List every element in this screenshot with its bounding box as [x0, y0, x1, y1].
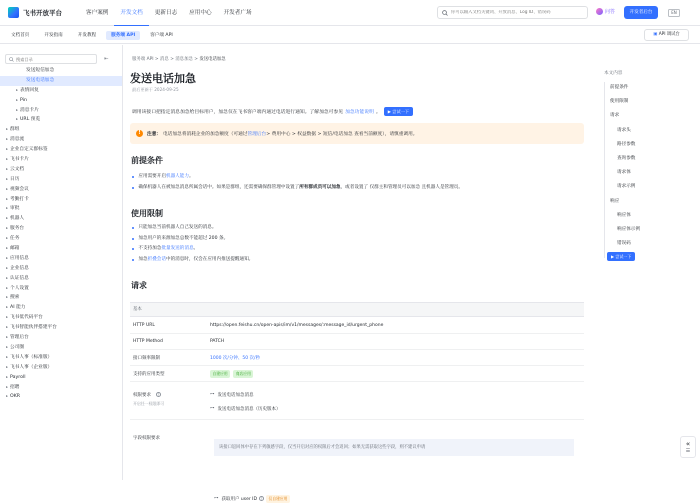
breadcrumb: 服务端 API > 消息 > 消息加急 > 发送电话加急 [132, 57, 226, 62]
sidebar-item-label: 认证信息 [10, 275, 29, 281]
chevron-right-icon[interactable]: ▸ [6, 275, 8, 280]
notice-label: 注意： [147, 131, 162, 137]
chevron-right-icon[interactable]: ▸ [6, 246, 8, 251]
sidebar-item[interactable] [0, 86, 122, 96]
table-row [130, 334, 584, 350]
sidebar-item-label: 飞书低代码平台 [10, 315, 43, 321]
sidebar-item-label: 应用信息 [10, 255, 29, 261]
permission-item [214, 495, 293, 503]
sidebar-item[interactable] [0, 106, 122, 116]
list-item-text: 中的消息时，仅会在应用内推送提醒通知。 [165, 256, 254, 262]
table-row [130, 318, 584, 334]
help-icon: ☰ [685, 447, 691, 454]
section-title-request: 请求 [131, 281, 147, 290]
sidebar-item[interactable] [0, 224, 122, 234]
play-icon: ▶ [387, 108, 393, 114]
sidebar-item-label: 表情回复 [20, 87, 39, 93]
sidebar-item[interactable] [0, 135, 122, 145]
list-item [132, 183, 582, 194]
sidebar-item-label: Payroll [10, 374, 26, 380]
play-icon: ▶ [611, 253, 616, 259]
sidebar-item-label: 服务台 [10, 226, 25, 232]
permission-name: 发送电话加急消息 [217, 392, 254, 398]
chevron-right-icon[interactable]: ▸ [6, 335, 8, 340]
chevron-right-icon[interactable]: ▸ [6, 127, 8, 132]
sidebar-item[interactable] [0, 353, 122, 363]
toc-item[interactable]: 响应体示例 [617, 227, 640, 232]
tab-server-api[interactable]: 服务端 API [106, 31, 140, 40]
chevron-right-icon[interactable]: ▸ [6, 147, 8, 152]
api-debug-label: API 调试台 [658, 32, 680, 37]
nav-item-docs[interactable]: 开发文档 [114, 0, 148, 26]
chevron-right-icon[interactable]: ▸ [6, 186, 8, 191]
row-key: 字段权限要求 [133, 436, 160, 441]
chevron-right-icon[interactable]: ▸ [6, 295, 8, 300]
sidebar-item[interactable] [0, 195, 122, 205]
list-item-text: 。 [193, 246, 199, 251]
main-nav [80, 0, 258, 26]
breadcrumb-item[interactable]: 服务端 API [132, 57, 154, 62]
sidebar-item-label: AI 能力 [10, 305, 26, 311]
chevron-right-icon[interactable]: ▸ [6, 265, 8, 270]
prerequisites-list [132, 172, 582, 193]
doc-search[interactable] [437, 6, 588, 19]
nav-item-app-center[interactable]: 应用中心 [189, 9, 212, 16]
sidebar-item-label: 发送短信加急 [26, 68, 55, 73]
row-subtitle: 开启任一权限即可 [133, 401, 165, 406]
list-item-text: 确保机器人在被加急消息所属会话中。如果是群组，还需要确保群管理中设置了 [138, 184, 300, 190]
search-icon [442, 10, 448, 16]
sidebar-item-label: 云文档 [10, 166, 25, 172]
list-item [132, 172, 582, 183]
toc-try-button[interactable] [607, 252, 635, 261]
warning-icon: ! [136, 130, 143, 137]
sidebar-item[interactable] [0, 185, 122, 195]
sidebar-item-label: 群组 [10, 127, 20, 133]
sidebar-item[interactable] [0, 333, 122, 343]
row-key: HTTP URL [133, 323, 155, 328]
toc-item[interactable]: 请求头 [617, 127, 631, 133]
sidebar-item[interactable] [0, 303, 122, 313]
folded-chat-link[interactable]: 折叠会话 [147, 256, 166, 262]
notice-text-2: > 费用中心 > 权益数据 > 短信/电话加急 查看当前额度），请慎重调用。 [266, 131, 418, 137]
bot-capability-link[interactable]: 机器人能力 [165, 174, 189, 179]
tab-doc-home[interactable]: 文档首页 [11, 33, 30, 38]
key-icon: ⊶ [214, 496, 219, 502]
sidebar-item-label: 机器人 [10, 216, 25, 222]
api-debug-button[interactable] [644, 29, 689, 41]
logo[interactable] [8, 7, 68, 18]
limits-list [132, 223, 582, 265]
logo-text: 飞书开放平台 [23, 9, 62, 17]
chevron-right-icon[interactable]: ▸ [6, 305, 8, 310]
list-item-text: 应用需要开启 [138, 174, 166, 179]
sidebar-item-label: 飞书人事（企业版） [10, 364, 53, 370]
sidebar-item-label: 任务 [10, 236, 20, 242]
terminal-icon: ▣ [653, 32, 659, 37]
rate-limit-link[interactable]: 1000 次/分钟、50 次/秒 [210, 356, 261, 361]
chevron-right-icon[interactable]: ▸ [6, 344, 8, 349]
toc-title: 本文内容 [604, 71, 623, 76]
batch-message-link[interactable]: 批量发送的消息 [161, 246, 194, 251]
sidebar-item[interactable] [0, 145, 122, 155]
intro-end: 。 [375, 110, 381, 115]
chevron-right-icon[interactable]: ▸ [6, 226, 8, 231]
sidebar-item-label: 企业自定义群标签 [10, 147, 48, 153]
permission-name: 获取用户 user ID [221, 496, 257, 502]
nav-item-changelog[interactable]: 更新日志 [154, 9, 178, 16]
sidebar-item[interactable] [0, 313, 122, 323]
sidebar-search[interactable] [5, 54, 97, 64]
sidebar-item[interactable] [0, 204, 122, 214]
chevron-right-icon[interactable]: ▸ [6, 394, 8, 399]
sidebar-item[interactable] [0, 383, 122, 393]
floating-help-button[interactable] [680, 436, 696, 458]
chevron-right-icon[interactable]: ▸ [6, 216, 8, 221]
sidebar-item-label: 邮箱 [10, 246, 20, 252]
list-item-text: 。 [188, 174, 194, 179]
tab-client-api[interactable]: 客户端 API [150, 33, 173, 38]
list-item-text: 加急 [138, 256, 148, 262]
key-icon: ⊶ [210, 392, 215, 397]
row-key: 权限要求 [133, 393, 151, 398]
toc-item[interactable]: 查询参数 [617, 156, 636, 161]
table-row [130, 366, 584, 382]
sidebar-item-label: 飞书智能伙伴搭建平台 [10, 325, 57, 331]
permission-item [210, 390, 281, 399]
row-key: 接口频率限制 [133, 356, 160, 361]
admin-console-link[interactable]: 管理后台 [247, 131, 267, 137]
sidebar-item-label: 审批 [10, 206, 20, 212]
section-title-limits: 使用限制 [131, 209, 163, 218]
list-item-text: 加急用户的来源加急总数不能超过 200 条。 [138, 235, 229, 241]
sidebar-item-label: 搜索 [10, 295, 20, 301]
double-chevron-left-icon: « [685, 439, 691, 448]
sidebar-item[interactable] [0, 234, 122, 244]
row-key: 支持的应用类型 [133, 372, 165, 377]
sidebar-search-input[interactable] [16, 57, 96, 62]
sidebar-item[interactable] [0, 323, 122, 333]
row-key: HTTP Method [133, 339, 163, 344]
toc-item[interactable]: 响应 [610, 198, 620, 204]
table-row [130, 382, 584, 420]
toc-indicator-line [604, 82, 605, 258]
chevron-right-icon[interactable]: ▸ [6, 325, 8, 330]
list-item [132, 255, 582, 266]
intro-text: 调用该接口把指定消息加急给目标用户，加急仅在飞书客户端内通过电话进行通知。了解加急可参见 [132, 110, 344, 115]
sidebar-item[interactable] [0, 214, 122, 224]
sidebar-item-label: 飞书卡片 [10, 157, 29, 163]
sidebar-item-label: 发送电话加急 [26, 77, 55, 83]
chevron-right-icon[interactable]: ▸ [6, 236, 8, 241]
tab-dev-tutorial[interactable]: 开发教程 [77, 33, 97, 38]
collapse-sidebar-icon[interactable]: ⇤ [104, 56, 109, 62]
language-switch[interactable]: EN [668, 9, 680, 17]
ai-assistant-icon [596, 8, 603, 15]
section-title-prerequisites: 前提条件 [131, 156, 163, 165]
sidebar-item[interactable] [0, 293, 122, 303]
sidebar-item[interactable] [0, 373, 122, 383]
chevron-right-icon[interactable]: ▸ [6, 137, 8, 142]
urgent-doc-link[interactable]: 加急功能说明 [345, 110, 374, 115]
sidebar-item-label: OKR [10, 394, 21, 400]
sidebar-item-label: 视频会议 [10, 186, 29, 192]
doc-tabs [0, 27, 700, 44]
table-row [130, 350, 584, 366]
list-item-text: 不支持加急 [138, 246, 162, 251]
page-title: 发送电话加急 [130, 72, 196, 85]
developer-console-button[interactable]: 开发者后台 [624, 6, 658, 19]
chevron-right-icon[interactable]: ▸ [6, 285, 8, 290]
http-method-value: PATCH [210, 339, 225, 344]
permission-name: 发送电话加急消息（历史版本） [217, 406, 281, 412]
chevron-right-icon[interactable]: ▸ [6, 384, 8, 389]
chevron-right-icon[interactable]: ▸ [16, 87, 18, 92]
http-url-value[interactable]: https://open.feishu.cn/open-apis/im/v1/messages/:message_id/urgent_phone [210, 323, 384, 328]
nav-item-developer-square[interactable]: 开发者广场 [223, 9, 252, 16]
sidebar-item-label: 飞书人事（标准版） [10, 354, 53, 360]
toc-item[interactable]: 错误码 [617, 241, 631, 247]
request-basic-table [130, 302, 584, 502]
sidebar-item-label: 考勤打卡 [10, 196, 29, 202]
sidebar-item[interactable] [0, 254, 122, 264]
sensitive-field-hint: 该接口返回体中存在下列敏感字段，仅当开启对应的权限后才会返回；如果无需获取这些字段，则不建议申请 [214, 439, 574, 456]
toc-item[interactable]: 请求体 [617, 170, 631, 176]
breadcrumb-item[interactable]: 消息 [160, 57, 169, 62]
chevron-right-icon[interactable]: ▸ [6, 157, 8, 162]
breadcrumb-item[interactable]: 消息加急 [175, 57, 193, 62]
sidebar-item[interactable] [0, 115, 122, 125]
chevron-right-icon[interactable]: ▸ [16, 117, 18, 122]
info-icon[interactable]: ? [260, 497, 263, 502]
info-icon[interactable]: ? [157, 393, 160, 397]
sidebar-item-label: 消息流 [10, 137, 25, 143]
top-nav [0, 0, 700, 26]
ask-label: 问答 [605, 9, 616, 15]
sidebar-item[interactable] [0, 165, 122, 175]
tab-dev-guide[interactable]: 开发指南 [44, 33, 63, 38]
sidebar-item-label: Pin [20, 97, 27, 103]
app-type-badge: 商店应用 [233, 370, 253, 378]
sidebar-tree [0, 66, 122, 402]
chevron-right-icon[interactable]: ▸ [6, 374, 8, 379]
doc-search-input[interactable] [451, 10, 587, 15]
sidebar-item[interactable] [0, 284, 122, 294]
list-item-text: 只能加急当前机器人自己发送的消息。 [138, 225, 217, 230]
chevron-right-icon[interactable]: ▸ [6, 206, 8, 211]
chevron-right-icon[interactable]: ▸ [6, 315, 8, 320]
toc-item[interactable]: 请求 [610, 113, 620, 119]
sidebar-item-label: 企业信息 [10, 265, 29, 271]
permission-list [210, 390, 281, 413]
chevron-right-icon[interactable]: ▸ [6, 255, 8, 260]
breadcrumb-current: 发送电话加急 [199, 57, 226, 62]
notice-text: 电话加急将消耗企业的加急额度（可通过 [163, 131, 248, 137]
sidebar-item[interactable] [0, 155, 122, 165]
toc-item[interactable]: 前提条件 [610, 85, 629, 90]
sidebar-item[interactable] [0, 392, 122, 402]
ask-button[interactable] [596, 8, 615, 15]
list-item-text: ，或者设置了 仅群主和管理员可以加急 且机器人是管理员。 [340, 184, 463, 190]
chevron-right-icon[interactable]: ▸ [6, 354, 8, 359]
permission-item [210, 404, 281, 413]
list-item-bold: 所有群成员可以加急 [299, 184, 341, 190]
chevron-right-icon[interactable]: ▸ [16, 107, 18, 112]
sidebar-item[interactable] [0, 96, 122, 106]
sidebar-item[interactable] [0, 363, 122, 373]
toc-try-label: 尝试一下 [615, 253, 632, 259]
sidebar-item-label: 消息卡片 [20, 107, 39, 113]
toc-item[interactable]: 请求示例 [617, 184, 636, 190]
try-it-label: 尝试一下 [392, 108, 410, 114]
sidebar-item-label: 公司圈 [10, 344, 25, 350]
sidebar-item-label: 个人设置 [10, 285, 29, 291]
sidebar-item-label: URL 预览 [20, 117, 41, 123]
nav-item-cases[interactable]: 客户案例 [86, 9, 109, 16]
feishu-logo-icon [8, 7, 19, 18]
table-of-contents [597, 45, 700, 480]
notice-banner [130, 123, 584, 144]
sidebar-item-label: 管理后台 [10, 335, 29, 341]
list-item [132, 223, 582, 234]
app-type-badge: 自建应用 [210, 370, 230, 378]
toc-item[interactable]: 路径参数 [617, 141, 636, 147]
sidebar-item[interactable] [0, 343, 122, 353]
chevron-right-icon[interactable]: ▸ [6, 364, 8, 369]
self-built-only-badge: 仅自建应用 [266, 495, 290, 503]
sidebar-item[interactable] [0, 76, 122, 86]
sidebar-item[interactable] [0, 274, 122, 284]
sidebar-item-label: 日历 [10, 176, 20, 182]
key-icon: ⊶ [210, 406, 215, 411]
toc-item[interactable]: 响应体 [617, 212, 631, 218]
table-header: 基本 [130, 303, 584, 317]
sidebar-item[interactable] [0, 125, 122, 135]
search-icon [9, 57, 14, 62]
last-updated: 最后更新于 2024-09-25 [132, 87, 179, 92]
chevron-right-icon[interactable]: ▸ [6, 176, 8, 181]
try-it-button[interactable] [384, 107, 413, 116]
toc-item[interactable]: 使用限制 [610, 99, 629, 105]
sidebar [0, 45, 123, 480]
sidebar-item-label: 招聘 [10, 384, 20, 390]
main-content [124, 45, 594, 502]
sidebar-item[interactable] [0, 66, 122, 76]
list-item [132, 234, 582, 245]
sidebar-item[interactable] [0, 244, 122, 254]
intro-paragraph [132, 107, 413, 116]
chevron-right-icon[interactable]: ▸ [16, 97, 18, 102]
sidebar-item[interactable] [0, 264, 122, 274]
chevron-right-icon[interactable]: ▸ [6, 196, 8, 201]
app-types [210, 370, 256, 378]
list-item [132, 244, 582, 255]
sidebar-item[interactable] [0, 175, 122, 185]
chevron-right-icon[interactable]: ▸ [6, 166, 8, 171]
